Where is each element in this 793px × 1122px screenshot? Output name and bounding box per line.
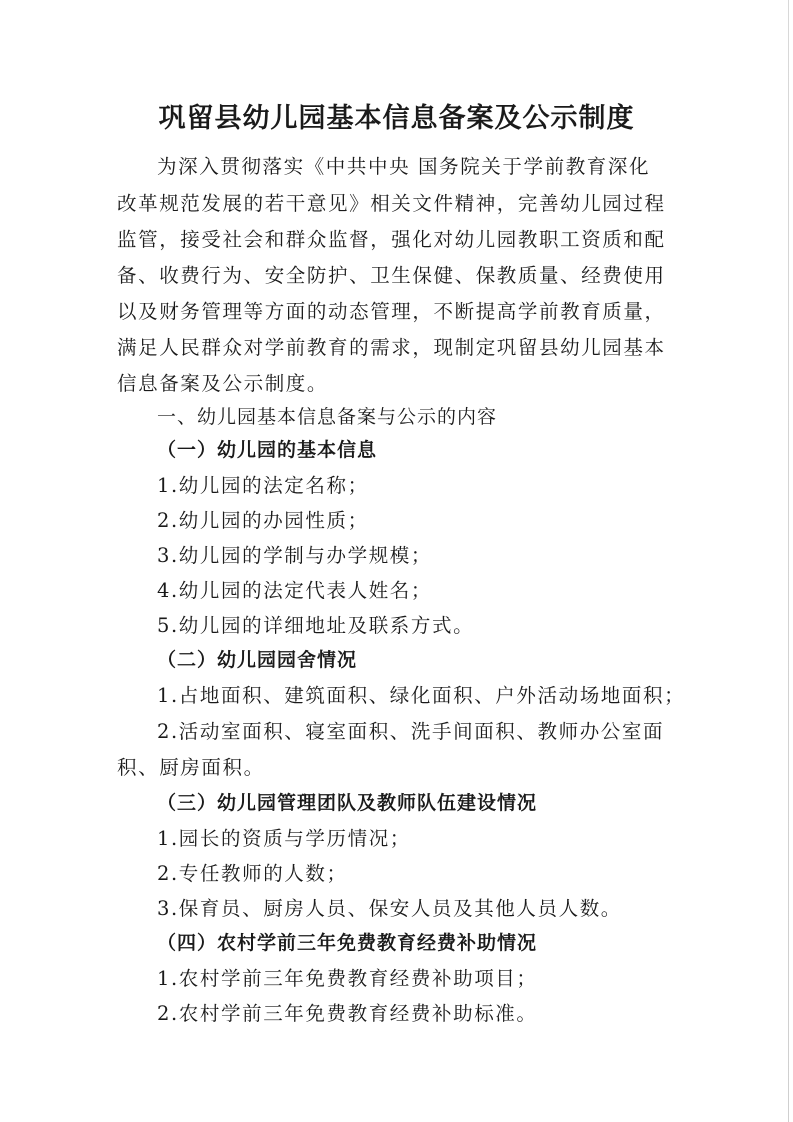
subsection-heading: （二）幼儿园园舍情况	[157, 649, 358, 671]
subsection-heading: （一）幼儿园的基本信息	[157, 439, 378, 461]
intro-line: 信息备案及公示制度。	[117, 372, 329, 395]
intro-line: 备、收费行为、安全防护、卫生保健、保教质量、经费使用	[117, 264, 666, 287]
intro-line: 改革规范发展的若干意见》相关文件精神，完善幼儿园过程	[117, 192, 666, 215]
subsection-heading: （四）农村学前三年免费教育经费补助情况	[157, 932, 538, 954]
section-heading: 一、幼儿园基本信息备案与公示的内容	[157, 406, 498, 428]
list-item: 2.幼儿园的办园性质；	[157, 509, 369, 532]
list-item: 1.园长的资质与学历情况；	[157, 827, 411, 850]
list-item: 2.专任教师的人数；	[157, 862, 348, 885]
list-item: 2.活动室面积、寝室面积、洗手间面积、教师办公室面	[157, 720, 665, 743]
scan-edge	[788, 0, 789, 1122]
list-item: 1.占地面积、建筑面积、绿化面积、户外活动场地面积；	[157, 684, 686, 707]
intro-line: 监管，接受社会和群众监督，强化对幼儿园教职工资质和配	[117, 228, 666, 251]
list-item: 4.幼儿园的法定代表人姓名；	[157, 579, 433, 602]
intro-line: 以及财务管理等方面的动态管理，不断提高学前教育质量，	[117, 300, 666, 323]
list-item: 积、厨房面积。	[117, 756, 265, 779]
document-title: 巩留县幼儿园基本信息备案及公示制度	[158, 103, 635, 134]
list-item: 5.幼儿园的详细地址及联系方式。	[157, 614, 475, 637]
intro-line: 满足人民群众对学前教育的需求，现制定巩留县幼儿园基本	[117, 336, 666, 359]
intro-line: 为深入贯彻落实《中共中央 国务院关于学前教育深化	[157, 155, 651, 178]
list-item: 2.农村学前三年免费教育经费补助标准。	[157, 1002, 538, 1025]
list-item: 3.幼儿园的学制与办学规模；	[157, 544, 433, 567]
list-item: 1.幼儿园的法定名称；	[157, 474, 369, 497]
subsection-heading: （三）幼儿园管理团队及教师队伍建设情况	[157, 792, 538, 814]
list-item: 3.保育员、厨房人员、保安人员及其他人员人数。	[157, 897, 622, 920]
list-item: 1.农村学前三年免费教育经费补助项目；	[157, 967, 538, 990]
